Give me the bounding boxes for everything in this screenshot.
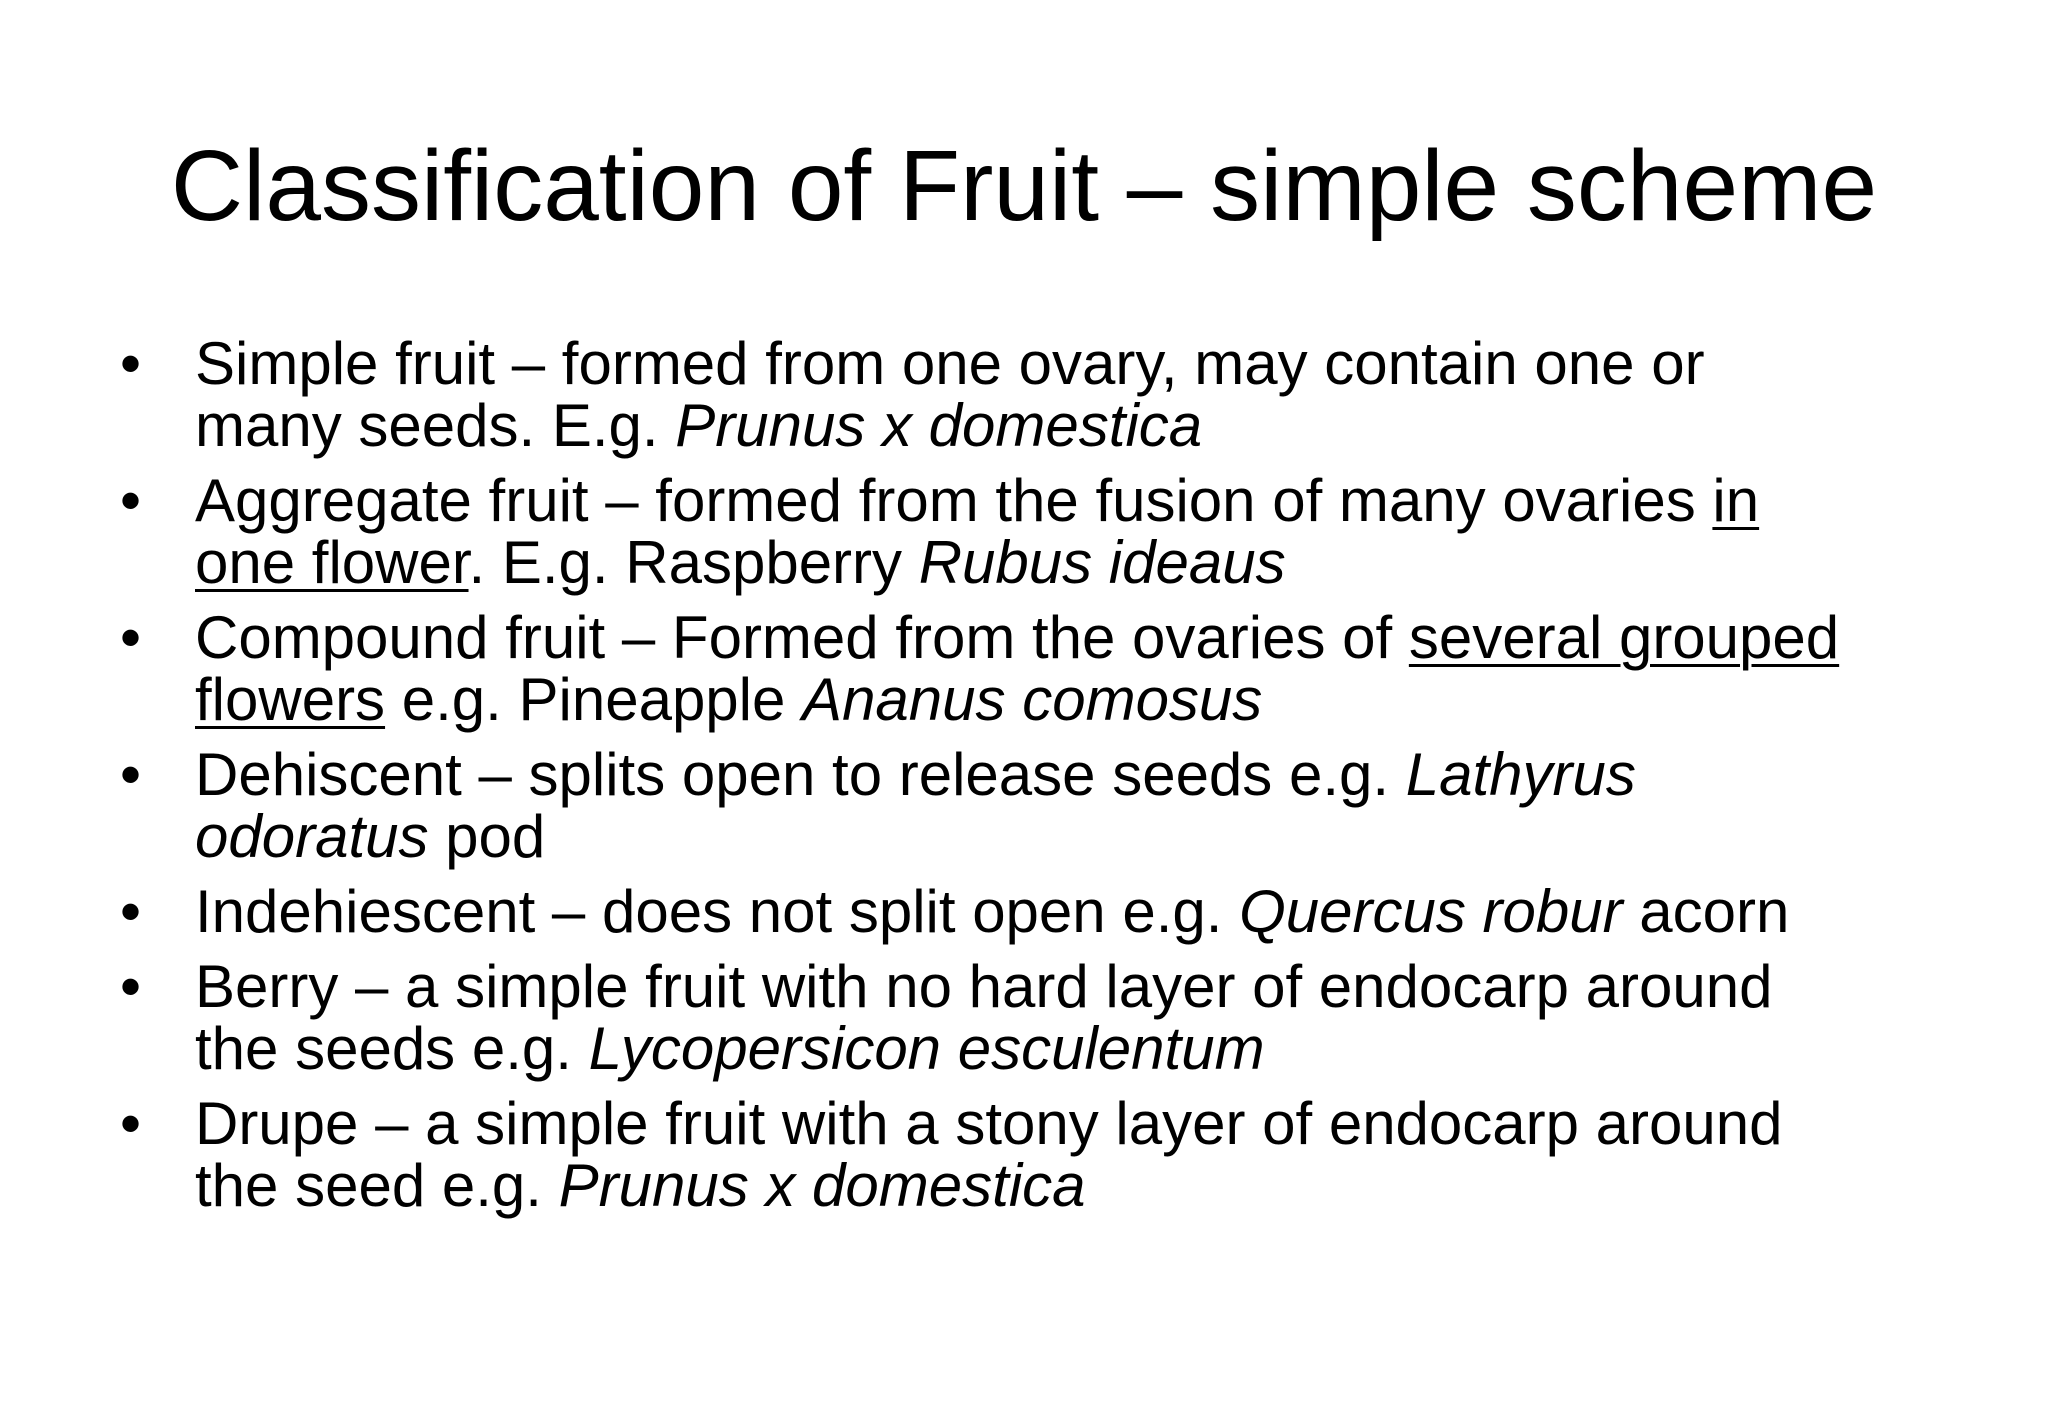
line <box>195 330 2000 397</box>
line <box>195 1015 2000 1082</box>
slide-title: Classification of Fruit – simple scheme <box>170 130 1878 242</box>
text: Berry – a simple fruit with no hard layer of endocarp around <box>195 953 1773 1020</box>
species-name: Prunus x domestica <box>675 392 1203 459</box>
text: Compound fruit – Formed from the ovaries of <box>195 604 1409 671</box>
text: Simple fruit – formed from one ovary, may contain one or <box>195 330 1705 397</box>
bullet-dehiscent <box>120 741 2000 870</box>
line <box>195 953 2000 1020</box>
text: e.g. Pineapple <box>385 666 803 733</box>
text: Drupe – a simple fruit with a stony layer of endocarp around <box>195 1090 1783 1157</box>
text: . E.g. Raspberry <box>468 529 919 596</box>
text: the seed e.g. <box>195 1152 559 1219</box>
line <box>195 467 2000 534</box>
species-name: Lycopersicon esculentum <box>588 1015 1265 1082</box>
text: Dehiscent – splits open to release seeds e.g. <box>195 741 1406 808</box>
bullet-aggregate-fruit <box>120 467 2000 596</box>
bullet-icon: • <box>120 741 142 808</box>
bullet-simple-fruit <box>120 330 2000 459</box>
species-name: Rubus ideaus <box>918 529 1286 596</box>
underlined-text: one flower <box>195 529 469 596</box>
species-name: Lathyrus <box>1405 741 1636 808</box>
species-name: Prunus x domestica <box>558 1152 1086 1219</box>
text: pod <box>428 803 546 870</box>
bullet-icon: • <box>120 604 142 671</box>
bullet-icon: • <box>120 953 142 1020</box>
bullet-berry <box>120 953 2000 1082</box>
bullet-icon: • <box>120 1090 142 1157</box>
line <box>195 529 2000 596</box>
underlined-text: in <box>1712 467 1760 534</box>
line <box>195 878 2000 945</box>
underlined-text: flowers <box>195 666 386 733</box>
text: acorn <box>1622 878 1790 945</box>
text: Indehiescent – does not split open e.g. <box>195 878 1240 945</box>
bullet-list <box>120 330 2000 1230</box>
bullet-indehiescent <box>120 878 2000 945</box>
line <box>195 1152 2000 1219</box>
bullet-icon: • <box>120 467 142 534</box>
species-name: odoratus <box>195 803 429 870</box>
line <box>195 1090 2000 1157</box>
bullet-icon: • <box>120 330 142 397</box>
line <box>195 666 2000 733</box>
species-name: Ananus comosus <box>802 666 1263 733</box>
line <box>195 392 2000 459</box>
underlined-text: several grouped <box>1408 604 1840 671</box>
line <box>195 803 2000 870</box>
text: Aggregate fruit – formed from the fusion of many ovaries <box>195 467 1713 534</box>
species-name: Quercus robur <box>1239 878 1623 945</box>
line <box>195 604 2000 671</box>
bullet-icon: • <box>120 878 142 945</box>
text: many seeds. E.g. <box>195 392 676 459</box>
text: the seeds e.g. <box>195 1015 589 1082</box>
line <box>195 741 2000 808</box>
bullet-compound-fruit <box>120 604 2000 733</box>
bullet-drupe <box>120 1090 2000 1219</box>
